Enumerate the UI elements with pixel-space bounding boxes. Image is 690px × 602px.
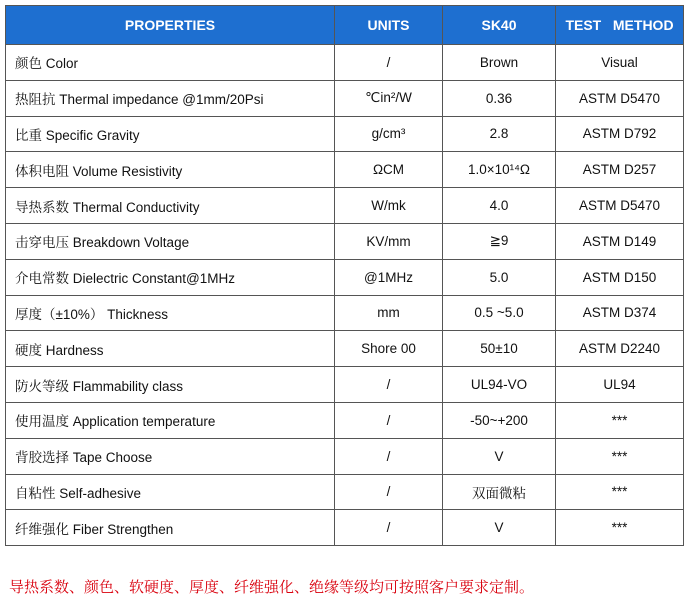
units-cell: @1MHz bbox=[335, 259, 443, 295]
test-method-cell: *** bbox=[556, 438, 684, 474]
property-cell: 硬度 Hardness bbox=[6, 331, 335, 367]
value-cell: V bbox=[443, 438, 556, 474]
table-row bbox=[6, 80, 684, 116]
units-cell: / bbox=[335, 510, 443, 546]
units-cell: KV/mm bbox=[335, 223, 443, 259]
table-row bbox=[6, 295, 684, 331]
properties-table-container bbox=[5, 5, 684, 546]
property-cell: 体积电阻 Volume Resistivity bbox=[6, 152, 335, 188]
test-method-cell: *** bbox=[556, 474, 684, 510]
test-method-cell: ASTM D257 bbox=[556, 152, 684, 188]
units-cell: / bbox=[335, 45, 443, 81]
header-sk40: SK40 bbox=[443, 6, 556, 45]
value-cell: UL94-VO bbox=[443, 367, 556, 403]
table-row bbox=[6, 474, 684, 510]
test-method-cell: UL94 bbox=[556, 367, 684, 403]
value-cell: 5.0 bbox=[443, 259, 556, 295]
units-cell: / bbox=[335, 438, 443, 474]
property-cell: 使用温度 Application temperature bbox=[6, 402, 335, 438]
property-cell: 防火等级 Flammability class bbox=[6, 367, 335, 403]
table-row bbox=[6, 402, 684, 438]
table-row bbox=[6, 331, 684, 367]
units-cell: / bbox=[335, 367, 443, 403]
test-method-cell: ASTM D792 bbox=[556, 116, 684, 152]
value-cell: -50~+200 bbox=[443, 402, 556, 438]
table-row bbox=[6, 223, 684, 259]
test-method-cell: ASTM D2240 bbox=[556, 331, 684, 367]
header-test-method: TEST METHOD bbox=[556, 6, 684, 45]
table-row bbox=[6, 259, 684, 295]
test-method-cell: *** bbox=[556, 402, 684, 438]
test-method-cell: Visual bbox=[556, 45, 684, 81]
test-method-cell: *** bbox=[556, 510, 684, 546]
property-cell: 热阻抗 Thermal impedance @1mm/20Psi bbox=[6, 80, 335, 116]
units-cell: g/cm³ bbox=[335, 116, 443, 152]
value-cell: 双面微粘 bbox=[443, 474, 556, 510]
value-cell: 50±10 bbox=[443, 331, 556, 367]
property-cell: 自粘性 Self-adhesive bbox=[6, 474, 335, 510]
test-method-cell: ASTM D149 bbox=[556, 223, 684, 259]
value-cell: ≧9 bbox=[443, 223, 556, 259]
units-cell: Shore 00 bbox=[335, 331, 443, 367]
table-header-row bbox=[6, 6, 684, 45]
table-body bbox=[6, 45, 684, 546]
table-row bbox=[6, 188, 684, 224]
property-cell: 背胶选择 Tape Choose bbox=[6, 438, 335, 474]
value-cell: 1.0×10¹⁴Ω bbox=[443, 152, 556, 188]
test-method-cell: ASTM D150 bbox=[556, 259, 684, 295]
header-units: UNITS bbox=[335, 6, 443, 45]
value-cell: V bbox=[443, 510, 556, 546]
units-cell: W/mk bbox=[335, 188, 443, 224]
units-cell: ℃in²/W bbox=[335, 80, 443, 116]
test-method-cell: ASTM D5470 bbox=[556, 188, 684, 224]
property-cell: 导热系数 Thermal Conductivity bbox=[6, 188, 335, 224]
units-cell: mm bbox=[335, 295, 443, 331]
table-row bbox=[6, 510, 684, 546]
customization-note: 导热系数、颜色、软硬度、厚度、纤维强化、绝缘等级均可按照客户要求定制。 bbox=[9, 578, 535, 596]
units-cell: / bbox=[335, 474, 443, 510]
table-row bbox=[6, 438, 684, 474]
header-properties: PROPERTIES bbox=[6, 6, 335, 45]
property-cell: 纤维强化 Fiber Strengthen bbox=[6, 510, 335, 546]
property-cell: 介电常数 Dielectric Constant@1MHz bbox=[6, 259, 335, 295]
property-cell: 厚度（±10%） Thickness bbox=[6, 295, 335, 331]
properties-table bbox=[5, 5, 684, 546]
table-row bbox=[6, 367, 684, 403]
table-row bbox=[6, 116, 684, 152]
value-cell: 0.36 bbox=[443, 80, 556, 116]
value-cell: 2.8 bbox=[443, 116, 556, 152]
value-cell: 4.0 bbox=[443, 188, 556, 224]
test-method-cell: ASTM D5470 bbox=[556, 80, 684, 116]
table-row bbox=[6, 45, 684, 81]
units-cell: ΩCM bbox=[335, 152, 443, 188]
value-cell: Brown bbox=[443, 45, 556, 81]
property-cell: 击穿电压 Breakdown Voltage bbox=[6, 223, 335, 259]
property-cell: 比重 Specific Gravity bbox=[6, 116, 335, 152]
value-cell: 0.5 ~5.0 bbox=[443, 295, 556, 331]
units-cell: / bbox=[335, 402, 443, 438]
table-row bbox=[6, 152, 684, 188]
test-method-cell: ASTM D374 bbox=[556, 295, 684, 331]
property-cell: 颜色 Color bbox=[6, 45, 335, 81]
